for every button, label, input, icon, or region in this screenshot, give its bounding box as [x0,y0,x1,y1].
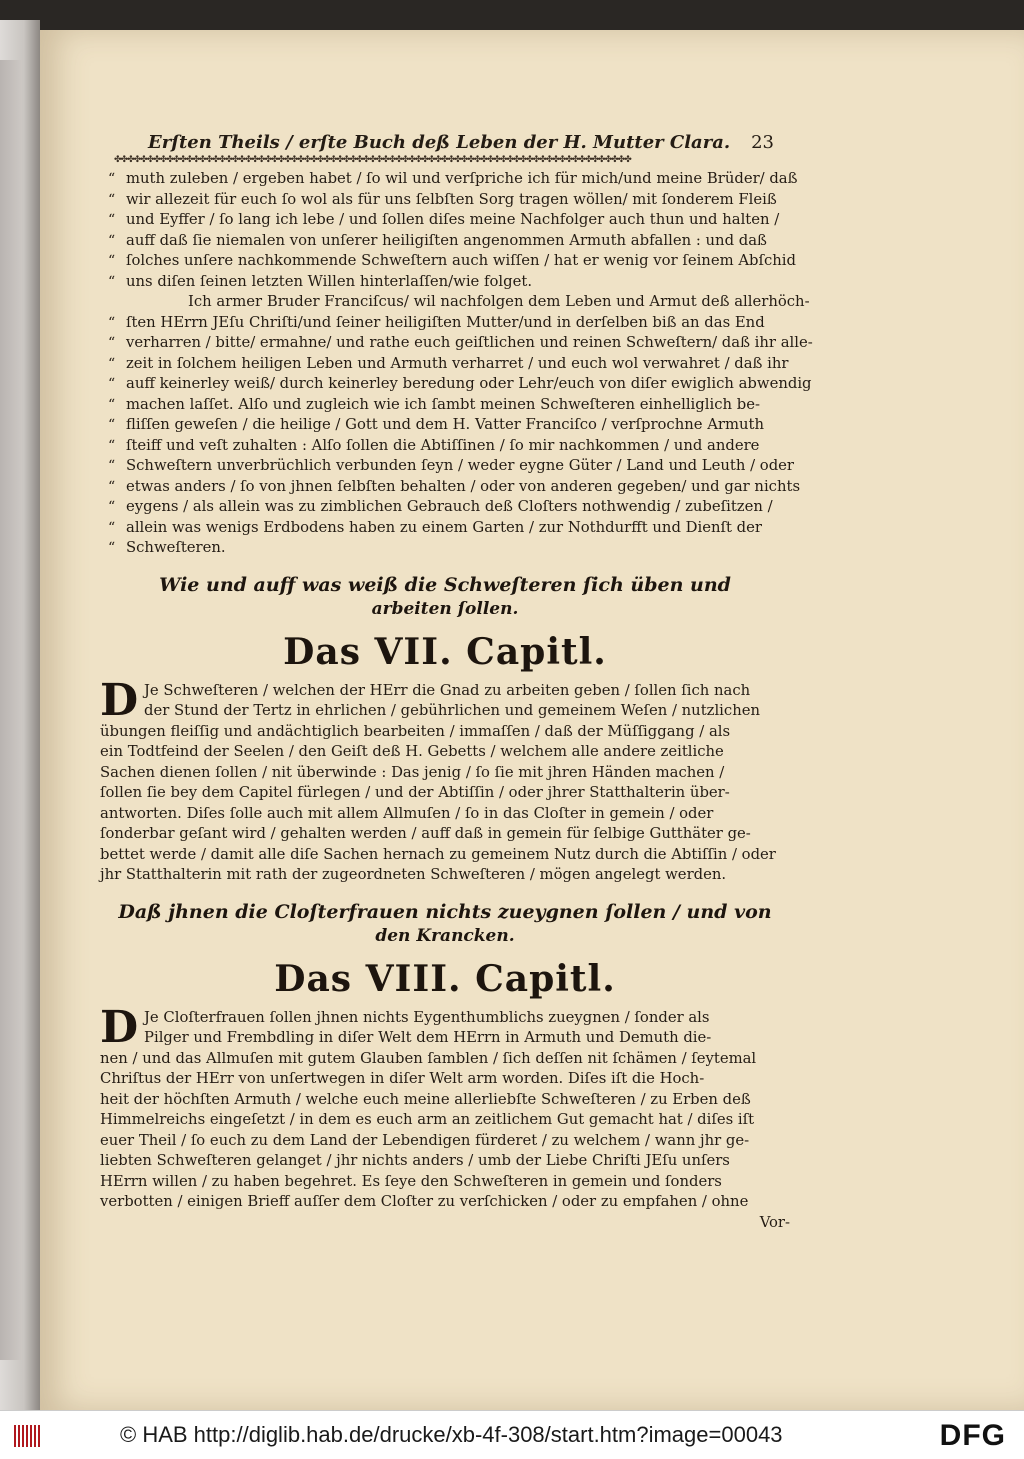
text-line [108,210,790,231]
text-line [100,701,790,722]
text-line [100,1151,790,1172]
line-text: Schweſteren. [126,539,226,556]
quote-mark: “ [108,499,116,515]
text-line [108,231,790,252]
line-text: ſolches unſere nachkommende Schweſtern auch wiſſen / hat er wenig vor ſeinem Abſchid [126,252,796,269]
chapter-title-8: Das VIII. Capitl. [274,957,616,1000]
line-text: auff daß ſie niemalen von unſerer heiligiſten angenommen Armuth abfallen : und daß [126,231,767,249]
book-page [40,30,1024,1410]
line-text: zeit in ſolchem heiligen Leben und Armuth verharret / und euch wol verwahret / daß ihr [126,354,789,372]
line-text: und Eyffer / ſo lang ich lebe / und ſollen diſes meine Nachfolger auch thun und halten / [126,211,780,228]
chapter-title-7: Das VII. Capitl. [283,630,607,673]
text-line [108,436,790,457]
line-text: uns diſen ſeinen letzten Willen hinterlaſſen/wie folget. [126,272,533,290]
text-line [100,1131,790,1152]
line-text: verharren / bitte/ ermahne/ und rathe euch geiſtlichen und reinen Schweſtern/ daß ihr alle- [126,334,813,351]
text-line [100,845,790,866]
quote-mark: “ [108,437,116,454]
text-line [100,1172,790,1193]
line-text: Sachen dienen ſollen / nit überwinde : Das jenig / ſo ſie mit jhren Händen machen / [100,763,725,781]
line-text: verbotten / einigen Brieff auſſer dem Cloſter zu verſchicken / oder zu empfahen / ohne [100,1193,749,1210]
line-text: ſonderbar geſant wird / gehalten werden / auff daß in gemein für ſelbige Gutthäter ge- [100,825,751,842]
text-line [108,333,813,354]
section-heading-8 [100,900,790,948]
line-text: liebten Schweſteren gelanget / jhr nichts anders / umb der Liebe Chriſti JEſu unſers [100,1152,730,1169]
line-text: fliſſen geweſen / die heilige / Gott und dem H. Vatter Franciſco / verſprochne Armuth [126,416,765,433]
line-text: nen / und das Allmuſen mit gutem Glauben ſamblen / ſich deſſen nit ſchämen / ſeytemal [100,1049,757,1067]
chapter-8-body [100,1001,790,1213]
quote-mark: “ [108,458,116,474]
line-text: wir allezeit für euch ſo wol als für uns ſelbſten Sorg tragen wöllen/ mit ſonderem Fleiß [126,190,777,208]
line-text: HErrn willen / zu haben begehret. Es ſeye den Schweſteren in gemein und ſonders [100,1172,722,1190]
quote-mark: “ [108,171,116,187]
section-heading-8-line1: Daß jhnen die Cloſterfrauen nichts zueygnen ſollen / und von [118,900,772,923]
page-number: 23 [751,132,774,153]
text-line [100,804,790,825]
line-text: eygens / als allein was zu zimblichen Gebrauch deß Cloſters nothwendig / zubeſitzen / [126,498,773,515]
page-header [100,132,790,153]
quote-mark: “ [108,519,116,536]
section-heading-7-line1: Wie und auff was weiß die Schweſteren ſich üben und [159,573,731,596]
quote-mark: “ [108,232,116,249]
text-line [100,1090,790,1111]
quote-mark: “ [108,273,116,290]
quote-mark: “ [108,253,116,269]
source-url[interactable]: © HAB http://diglib.hab.de/drucke/xb-4f-308/start.htm?image=00043 [120,1422,783,1447]
text-line [100,783,790,804]
quote-mark: “ [108,191,116,208]
hab-logo-icon [14,1425,42,1447]
line-text: Chriſtus der HErr von unſertwegen in diſer Welt arm worden. Diſes iſt die Hoch- [100,1070,705,1087]
line-text: jhr Statthalterin mit rath der zugeordneten Schweſteren / mögen angelegt werden. [100,866,727,883]
line-text: übungen fleiſſig und andächtiglich bearbeiten / immaſſen / daß der Müſſiggang / als [100,722,731,740]
drop-cap: D [100,674,139,726]
text-line [108,497,790,518]
text-line [108,190,790,211]
paragraph-quote-2 [100,292,813,559]
text-line [108,313,790,334]
text-line [100,742,790,763]
text-line [100,1028,790,1049]
line-text: auff keinerley weiß/ durch keinerley beredung oder Lehr/euch von diſer ewiglich abwendig [126,375,812,392]
facing-page-shadow [0,60,22,1360]
section-heading-7 [100,573,790,621]
line-text: heit der höchſten Armuth / welche euch meine allerliebſte Schweſteren / zu Erben deß [100,1090,751,1108]
chapter-7-body [100,674,790,886]
text-line [108,374,812,395]
line-text: Pilger und Frembdling in diſer Welt dem HErrn in Armuth und Demuth die- [144,1029,712,1046]
text-line [100,1049,790,1070]
line-text: machen laſſet. Alſo und zugleich wie ich ſambt meinen Schweſteren einhelliglich be- [126,395,760,413]
text-line [108,272,790,293]
text-line [100,1110,790,1131]
quote-mark: “ [108,376,116,392]
line-text: allein was wenigs Erdbodens haben zu einem Garten / zur Nothdurfft und Dienſt der [126,518,762,536]
line-text: Je Cloſterfrauen ſollen jhnen nichts Eygenthumblichs zueygnen / ſonder als [144,1008,710,1026]
running-title: Erſten Theils / erſte Buch deß Leben der H. Mutter Clara. [148,132,731,153]
quote-mark: “ [108,540,116,556]
text-line [108,477,801,498]
line-text: antworten. Diſes ſolle auch mit allem Allmuſen / ſo in das Cloſter in gemein / oder [100,804,714,822]
text-line [108,456,794,477]
quote-mark: “ [108,335,116,351]
line-text: Himmelreichs eingeſetzt / in dem es euch arm an zeitlichem Gut gemacht hat / diſes iſt [100,1111,755,1128]
section-heading-8-line2: den Krancken. [375,925,515,946]
text-line [100,722,790,743]
text-line [108,538,790,559]
quote-mark: “ [108,212,116,228]
dfg-logo: DFG [939,1419,1006,1452]
paragraph-quote-1 [100,169,798,292]
text-line [108,354,790,375]
line-text: ſten HErrn JEſu Chriſti/und ſeiner heiligiſten Mutter/und in derſelben biß an das End [126,313,765,331]
text-line [100,763,790,784]
line-text: der Stund der Tertz in ehrlichen / gebührlichen und gemeinem Weſen / nutzlichen [144,702,761,719]
line-text: ein Todtfeind der Seelen / den Geiſt deß H. Gebetts / welchem alle andere zeitliche [100,743,724,760]
line-text: Je Schweſteren / welchen der HErr die Gnad zu arbeiten geben / ſollen ſich nach [144,681,751,699]
line-text: etwas anders / ſo von jhnen ſelbſten behalten / oder von anderen gegeben/ und gar nichts [126,477,801,495]
text-line [100,824,790,845]
ornament-rule: ✤✤✤✤✤✤✤✤✤✤✤✤✤✤✤✤✤✤✤✤✤✤✤✤✤✤✤✤✤✤✤✤✤✤✤✤✤✤✤✤✤✤✤✤✤✤✤✤✤✤✤✤✤✤✤✤✤✤✤✤✤✤✤✤✤✤✤✤✤✤✤✤✤✤✤✤✤✤✤ [114,155,631,165]
line-text: bettet werde / damit alle diſe Sachen hernach zu gemeinem Nutz durch die Abtiſſin / oder [100,845,776,863]
line-text: ſollen ſie bey dem Capitel fürlegen / und der Abtiſſin / oder jhrer Statthalterin über- [100,784,730,801]
line-text: ſteiff und veſt zuhalten : Alſo ſollen die Abtiſſinen / ſo mir nachkommen / und andere [126,436,760,454]
section-heading-7-line2: arbeiten ſollen. [371,598,519,619]
line-text: Ich armer Bruder Franciſcus/ wil nachfolgen dem Leben und Armut deß allerhöch- [188,293,810,310]
text-line [108,518,790,539]
quote-mark: “ [108,478,116,495]
quote-mark: “ [108,417,116,433]
catchword: Vor- [759,1213,790,1231]
line-text: Schweſtern unverbrüchlich verbunden ſeyn / weder eygne Güter / Land und Leuth / oder [126,457,794,474]
text-line [100,865,790,886]
text-line [108,395,790,416]
text-line [126,292,810,313]
quote-mark: “ [108,355,116,372]
quote-mark: “ [108,314,116,331]
text-line [100,1069,790,1090]
drop-cap: D [100,1001,139,1053]
footer-bar [0,1410,1024,1459]
line-text: muth zuleben / ergeben habet / ſo wil und verſpriche ich für mich/und meine Brüder/ daß [126,170,798,187]
text-line [108,251,796,272]
text-line [108,169,798,190]
text-line [100,1192,790,1213]
line-text: euer Theil / ſo euch zu dem Land der Lebendigen fürderet / zu welchem / wann jhr ge- [100,1131,750,1149]
page-content [100,132,813,1233]
quote-mark: “ [108,396,116,413]
text-line [108,415,790,436]
